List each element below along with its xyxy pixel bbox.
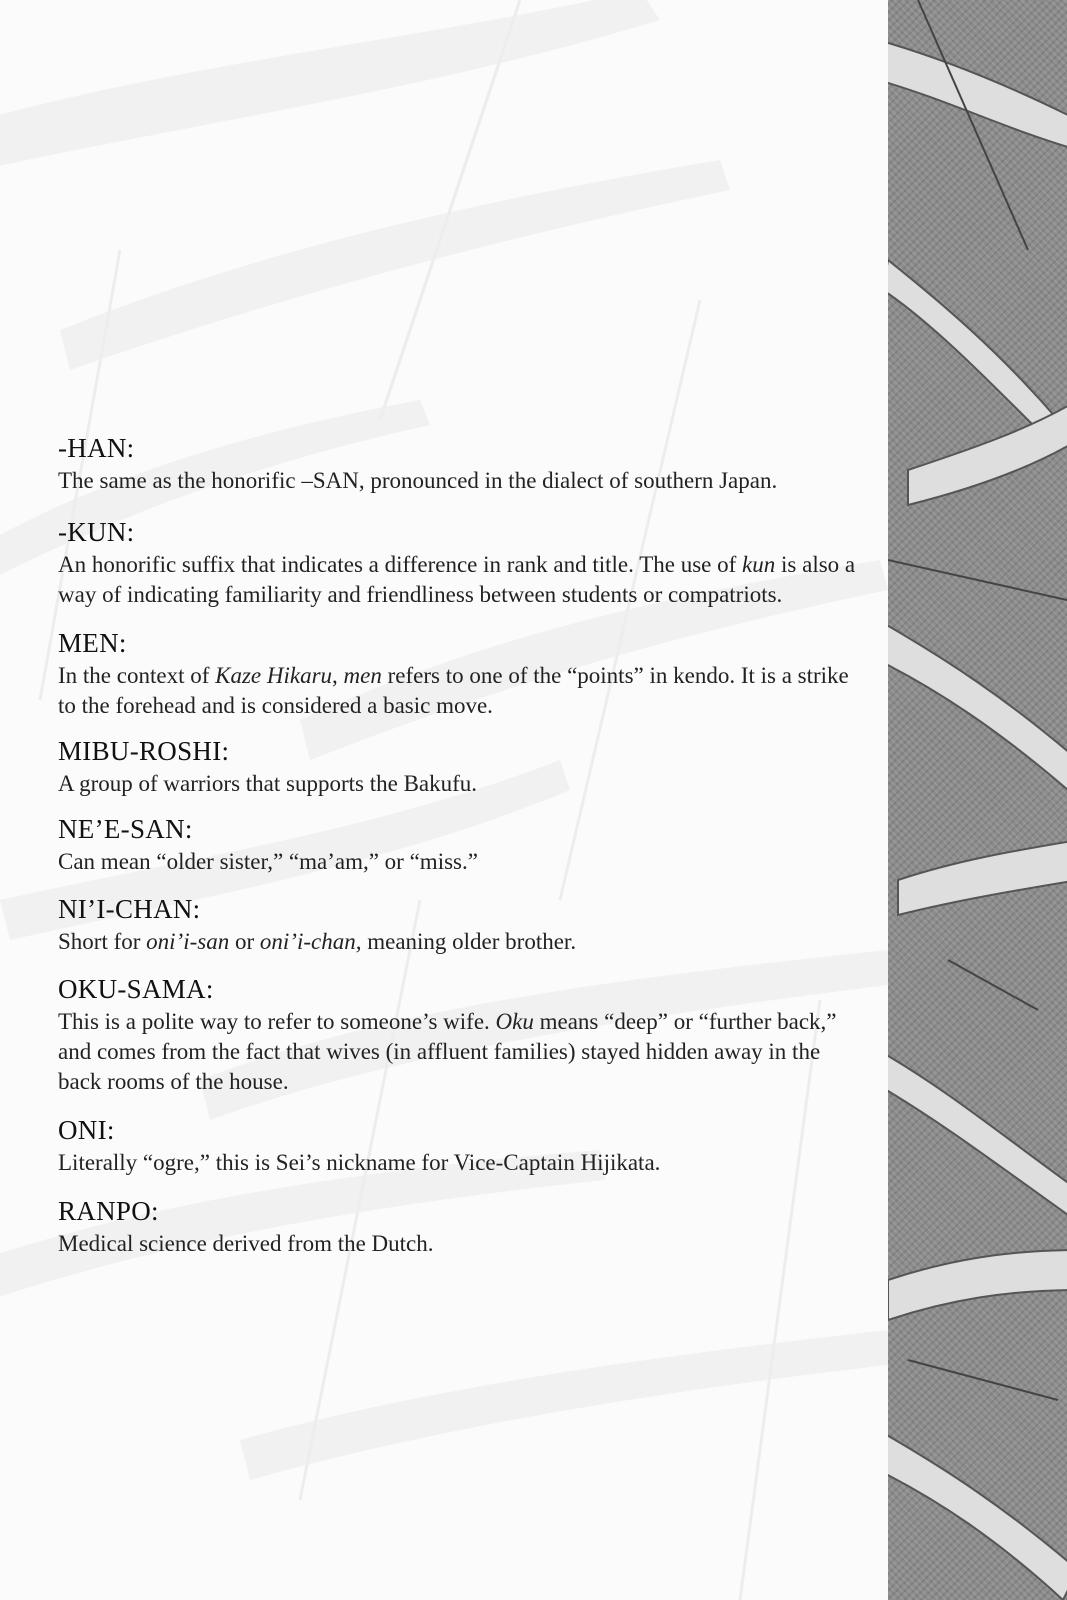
definition-oni: Literally “ogre,” this is Sei’s nickname for Vice-Captain Hijikata.	[58, 1150, 661, 1175]
term-men: MEN:	[58, 628, 127, 658]
leaf-pattern-icon	[888, 0, 1067, 1600]
definition-ne-e-san: Can mean “older sister,” “ma’am,” or “miss.”	[58, 849, 478, 874]
decorative-side-band	[888, 0, 1067, 1600]
term-mibu-roshi: MIBU-ROSHI:	[58, 736, 230, 766]
glossary-entry-kun	[58, 516, 858, 610]
glossary-entry-oni	[58, 1114, 858, 1178]
term-ne-e-san: NE’E-SAN:	[58, 814, 193, 844]
definition-men: In the context of Kaze Hikaru, men refers to one of the “points” in kendo. It is a strike to the forehead and is considered a basic move.	[58, 663, 849, 718]
glossary-entry-ne-e-san	[58, 813, 858, 877]
term-ranpo: RANPO:	[58, 1196, 159, 1226]
definition-ranpo: Medical science derived from the Dutch.	[58, 1231, 434, 1256]
glossary	[58, 432, 858, 1259]
glossary-entry-mibu-roshi	[58, 735, 858, 799]
term-han: -HAN:	[58, 433, 135, 463]
glossary-entry-oku-sama	[58, 973, 858, 1097]
definition-han: The same as the honorific –SAN, pronounced in the dialect of southern Japan.	[58, 468, 778, 493]
term-oku-sama: OKU-SAMA:	[58, 974, 214, 1004]
term-oni: ONI:	[58, 1115, 115, 1145]
term-kun: -KUN:	[58, 517, 135, 547]
definition-oku-sama: This is a polite way to refer to someone’s wife. Oku means “deep” or “further back,” and comes from the fact that wives (in affluent families) stayed hidden away in the back rooms of the house.	[58, 1009, 837, 1094]
definition-kun: An honorific suffix that indicates a difference in rank and title. The use of kun is also a way of indicating familiarity and friendliness between students or compatriots.	[58, 552, 856, 607]
term-ni-i-chan: NI’I-CHAN:	[58, 894, 201, 924]
definition-mibu-roshi: A group of warriors that supports the Bakufu.	[58, 771, 478, 796]
glossary-entry-men	[58, 627, 858, 721]
definition-ni-i-chan: Short for oni’i-san or oni’i-chan, meaning older brother.	[58, 929, 577, 954]
glossary-entry-han	[58, 432, 858, 496]
glossary-entry-ni-i-chan	[58, 893, 858, 957]
glossary-entry-ranpo	[58, 1195, 858, 1259]
